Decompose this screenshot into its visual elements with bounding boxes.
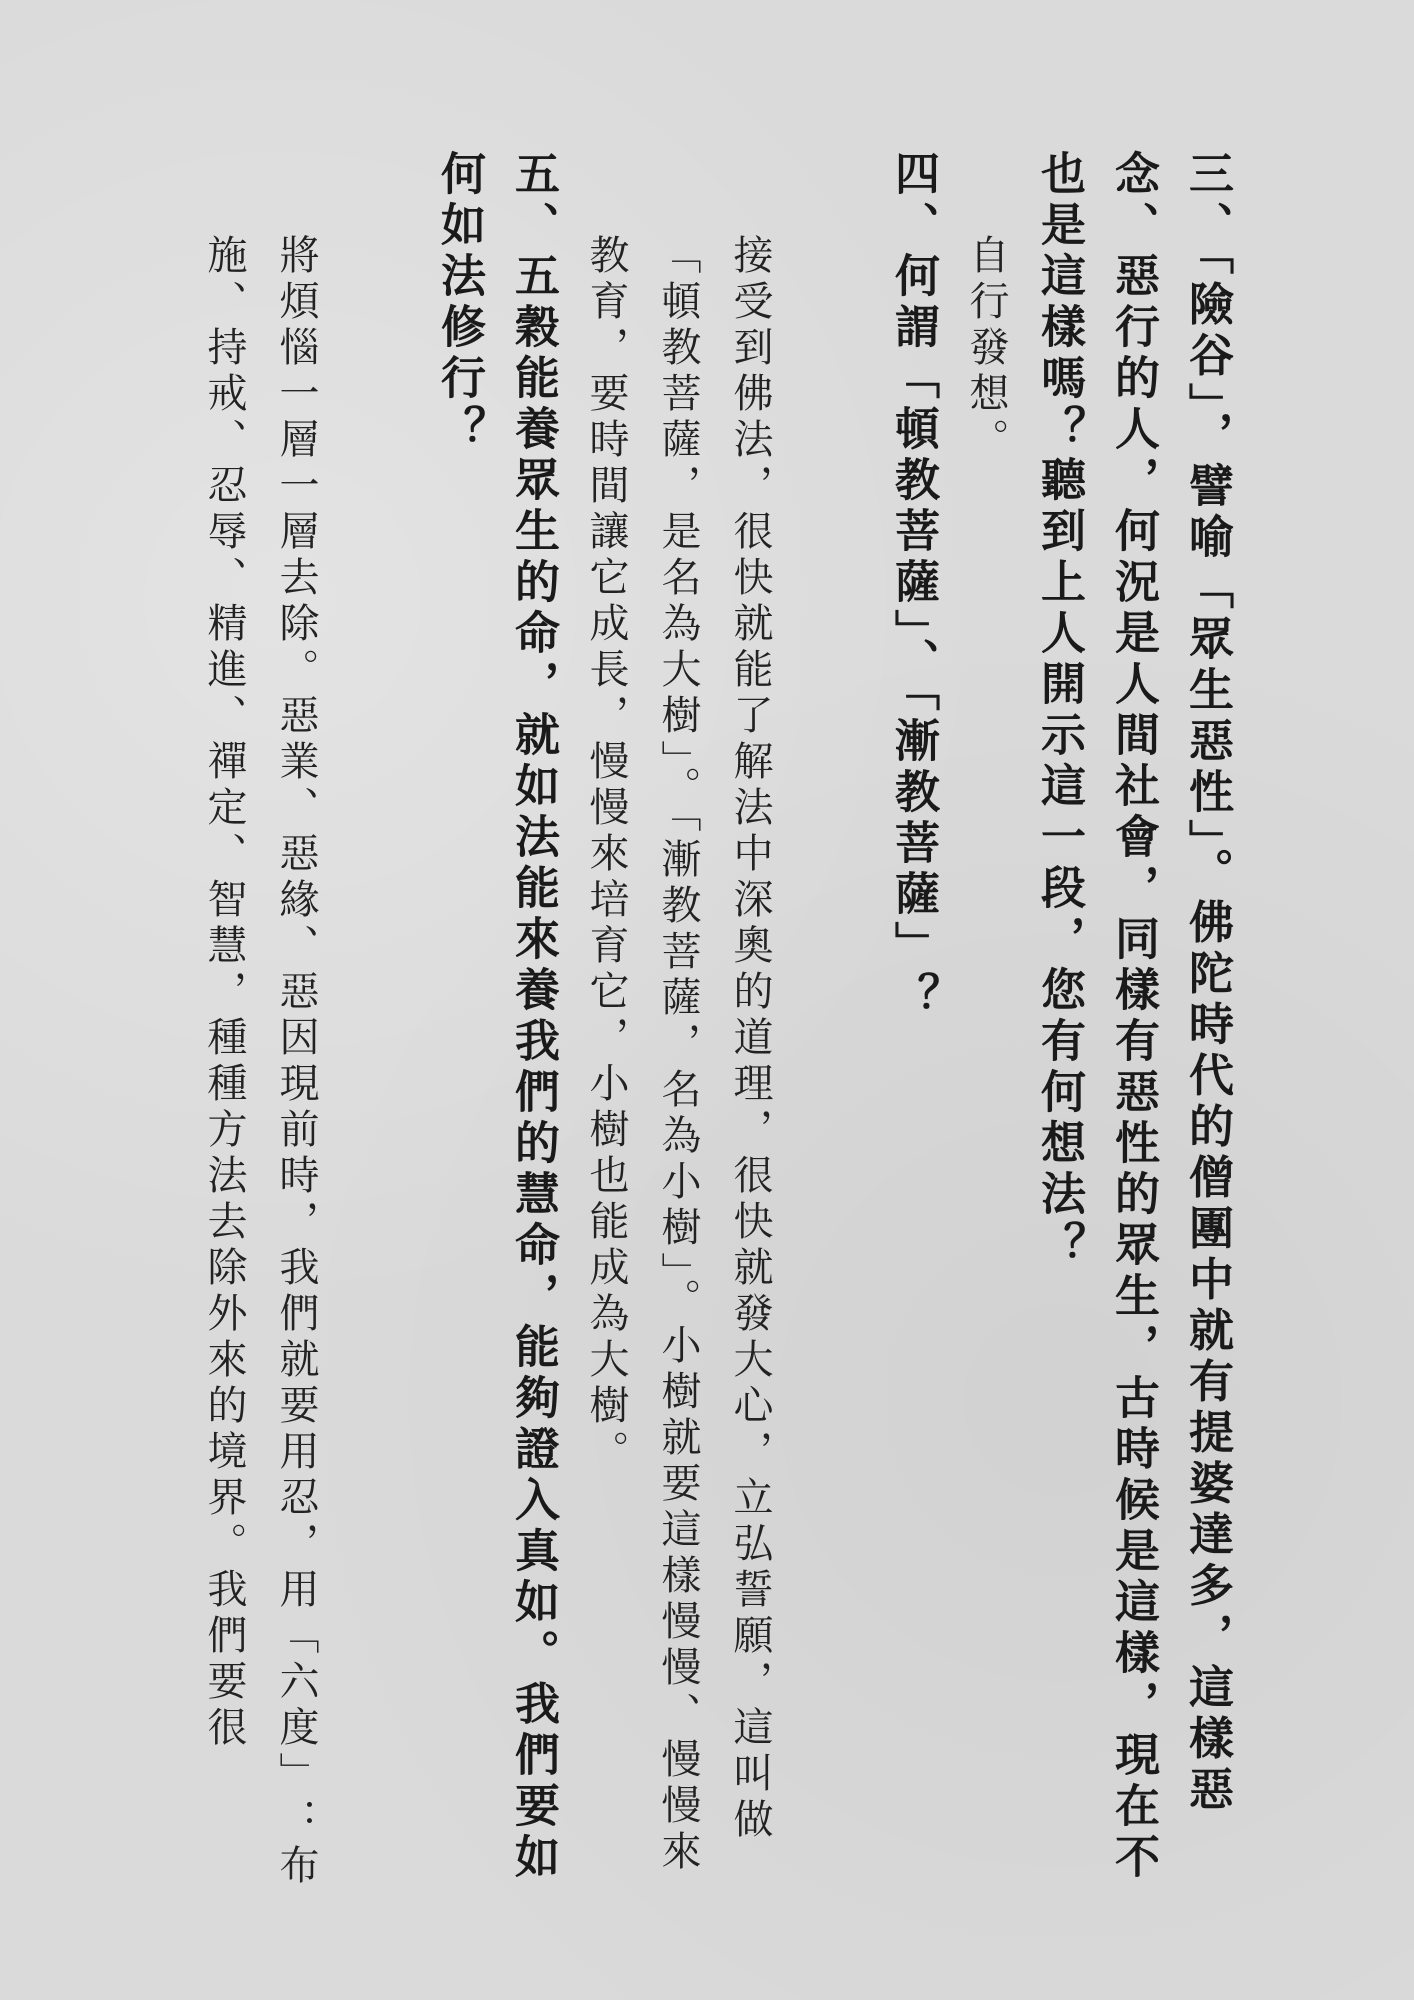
vertical-text-body xyxy=(154,150,1244,1910)
answer-3: 自行發想。 xyxy=(963,234,1009,464)
answer-5: 將煩惱一層一層去除。惡業、惡緣、惡因現前時，我們就要用忍，用「六度」：布施、持戒、忍辱、精進、禪定、智慧，種種方法去除外來的境界。我們要很 xyxy=(201,234,319,1890)
question-4: 四、何謂「頓教菩薩」、「漸教菩薩」？ xyxy=(887,150,940,1023)
question-5: 五、五穀能養眾生的命，就如法能來養我們的慧命，能夠證入真如。我們要如何如法修行？ xyxy=(433,150,560,1884)
question-3: 三、「險谷」，譬喻「眾生惡性」。佛陀時代的僧團中就有提婆達多，這樣惡念、惡行的人，何況是人間社會，同樣有惡性的眾生，古時候是這樣，現在不也是這樣嗎？聽到上人開示這一段，您有何想法？ xyxy=(1033,150,1234,1884)
answer-4: 接受到佛法，很快就能了解法中深奧的道理，很快就發大心，立弘誓願，這叫做「頓教菩薩，是名為大樹」。「漸教菩薩，名為小樹」。小樹就要這樣慢慢、慢慢來教育，要時間讓它成長，慢慢來培育它，小樹也能成為大樹。 xyxy=(583,234,773,1876)
